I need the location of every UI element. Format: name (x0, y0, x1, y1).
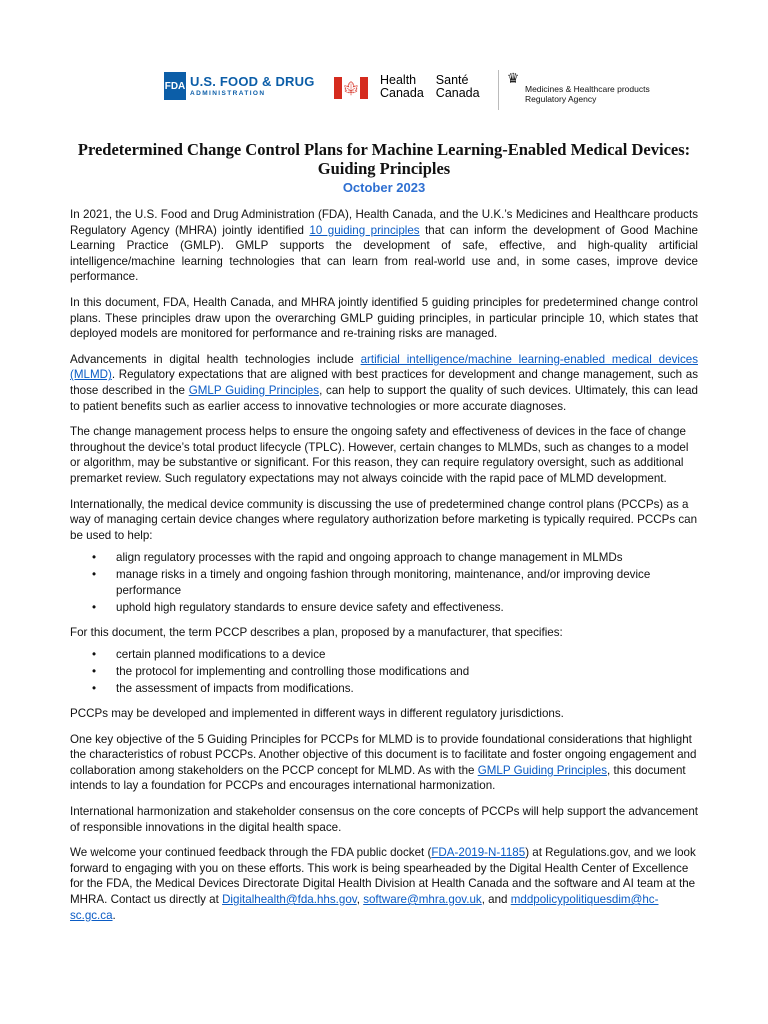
link-gmlp-guiding-principles-2[interactable]: GMLP Guiding Principles (477, 763, 608, 777)
royal-crest-icon: ♛ (506, 70, 520, 86)
fda-logo-subtitle: ADMINISTRATION (190, 89, 266, 97)
list-item: • the protocol for implementing and controlling those modifications and (92, 665, 470, 679)
list-item: • certain planned modifications to a device (92, 648, 326, 662)
mhra-line1: Medicines & Healthcare products (525, 84, 650, 94)
bullet-icon: • (92, 568, 97, 582)
hc-fr-line2: Canada (435, 86, 480, 100)
paragraph-intro: In 2021, the U.S. Food and Drug Administration (FDA), Health Canada, and the U.K.’s Medicines and Healthcare products Regulatory Agency (MHRA) jointly identified 10 guiding principles that can inform the development of Good Machine Learning Practice (GMLP). GMLP supports the development of safe, effective, and high-quality artificial intelligence/machine learning technologies that can learn from real-world use and, in some cases, improve device performance. (70, 208, 699, 284)
logo-divider (498, 70, 499, 110)
link-gmlp-guiding-principles[interactable]: GMLP Guiding Principles (188, 383, 320, 397)
list-item: • align regulatory processes with the rapid and ongoing approach to change management in MLMDs (92, 551, 623, 565)
paragraph-change-management: The change management process helps to ensure the ongoing safety and effectiveness of devices in the face of change throughout the device’s total product lifecycle (TPLC). However, certain changes to MLMDs, such as changes to a model or algorithm, may be substantive or significant. For this reason, they can require regulatory oversight, such as additional premarket review. Such regulatory expectations may not always coincide with the rapid pace of MLMD development. (70, 425, 689, 485)
paragraph-pccp-intro: Internationally, the medical device community is discussing the use of predetermined change control plans (PCCPs) as a way of managing certain device changes where regulatory authorization before marketing is typically required. PCCPs can be used to help: (70, 497, 698, 542)
mhra-logo (498, 70, 650, 110)
hc-en-line1: Health (380, 73, 417, 87)
paragraph-jurisdictions: PCCPs may be developed and implemented in different ways in different regulatory jurisdictions. (70, 707, 564, 721)
bullet-icon: • (92, 682, 97, 696)
email-link-health-canada[interactable]: mddpolicypolitiquesdim@hc-sc.gc.ca (70, 892, 659, 922)
hc-fr-line1: Santé (435, 73, 469, 87)
bullet-icon: • (92, 665, 97, 679)
email-link-fda[interactable]: Digitalhealth@fda.hhs.gov (222, 892, 357, 906)
paragraph-pccp-definition: For this document, the term PCCP describes a plan, proposed by a manufacturer, that specifies: (70, 625, 563, 639)
list-item: • manage risks in a timely and ongoing fashion through monitoring, maintenance, and/or improving device performance (92, 568, 651, 597)
list-item: • uphold high regulatory standards to ensure device safety and effectiveness. (92, 601, 504, 615)
bullet-icon: • (92, 601, 97, 615)
fda-logo-box: FDA (164, 72, 186, 100)
fda-logo-name: U.S. FOOD & DRUG (190, 73, 315, 89)
paragraph-document-purpose: In this document, FDA, Health Canada, and MHRA jointly identified 5 guiding principles for predetermined change control plans. These principles draw upon the overarching GMLP guiding principles, in particular principle 10, which states that deployed models are monitored for performance and re-training risks are managed. (70, 295, 698, 341)
health-canada-logo (334, 74, 480, 100)
email-link-mhra[interactable]: software@mhra.gov.uk (363, 892, 482, 906)
title-line-2: Guiding Principles (317, 159, 451, 178)
link-10-guiding-principles[interactable]: 10 guiding principles (309, 223, 420, 237)
paragraph-feedback: We welcome your continued feedback through the FDA public docket (FDA-2019-N-1185) at Regulations.gov, and we look forward to engaging with you on these efforts. This work is being spearheaded by the Digital Health Center of Excellence for the FDA, the Medical Devices Directorate Digital Health Division at Health Canada and the software and AI team at the MHRA. Contact us directly at Digitalhealth@fda.hhs.gov, software@mhra.gov.uk, and mddpolicypolitiquesdim@hc-sc.gc.ca. (70, 846, 696, 922)
pccp-uses-list (70, 550, 698, 615)
pccp-spec-list (70, 647, 698, 697)
document-body (70, 207, 698, 933)
hc-en-line2: Canada (380, 86, 424, 100)
bullet-icon: • (92, 551, 97, 565)
link-fda-docket[interactable]: FDA-2019-N-1185 (431, 846, 526, 860)
link-mlmd[interactable]: artificial intelligence/machine learning-enabled medical devices (MLMD) (70, 352, 698, 382)
paragraph-advancements: Advancements in digital health technologies include artificial intelligence/machine learning-enabled medical devices (MLMD). Regulatory expectations that are aligned with best practices for development and change management, such as those described in the GMLP Guiding Principles, can help to support the quality of such devices. Ultimately, this can lead to patient benefits such as earlier access to innovative technologies or more accurate diagnoses. (70, 352, 698, 413)
fda-logo (164, 72, 315, 100)
title-line-1: Predetermined Change Control Plans for Machine Learning-Enabled Medical Devices: (77, 140, 691, 159)
header-logos (160, 62, 650, 118)
bullet-icon: • (92, 648, 97, 662)
canada-flag-icon: 🍁︎ (334, 77, 368, 99)
document-title (60, 140, 708, 178)
document-date: October 2023 (342, 180, 426, 195)
list-item: • the assessment of impacts from modifications. (92, 682, 354, 696)
paragraph-harmonization: International harmonization and stakeholder consensus on the core concepts of PCCPs will help support the advancement of responsible innovations in the digital health space. (70, 805, 698, 834)
paragraph-objectives: One key objective of the 5 Guiding Principles for PCCPs for MLMD is to provide foundational considerations that highlight the characteristics of robust PCCPs. Another objective of this document is to facilitate and foster ongoing engagement and collaboration among stakeholders on the PCCP concept for MLMD. As with the GMLP Guiding Principles, this document intends to lay a foundation for PCCPs and encourages international harmonization. (70, 732, 697, 793)
mhra-line2: Regulatory Agency (525, 94, 597, 104)
